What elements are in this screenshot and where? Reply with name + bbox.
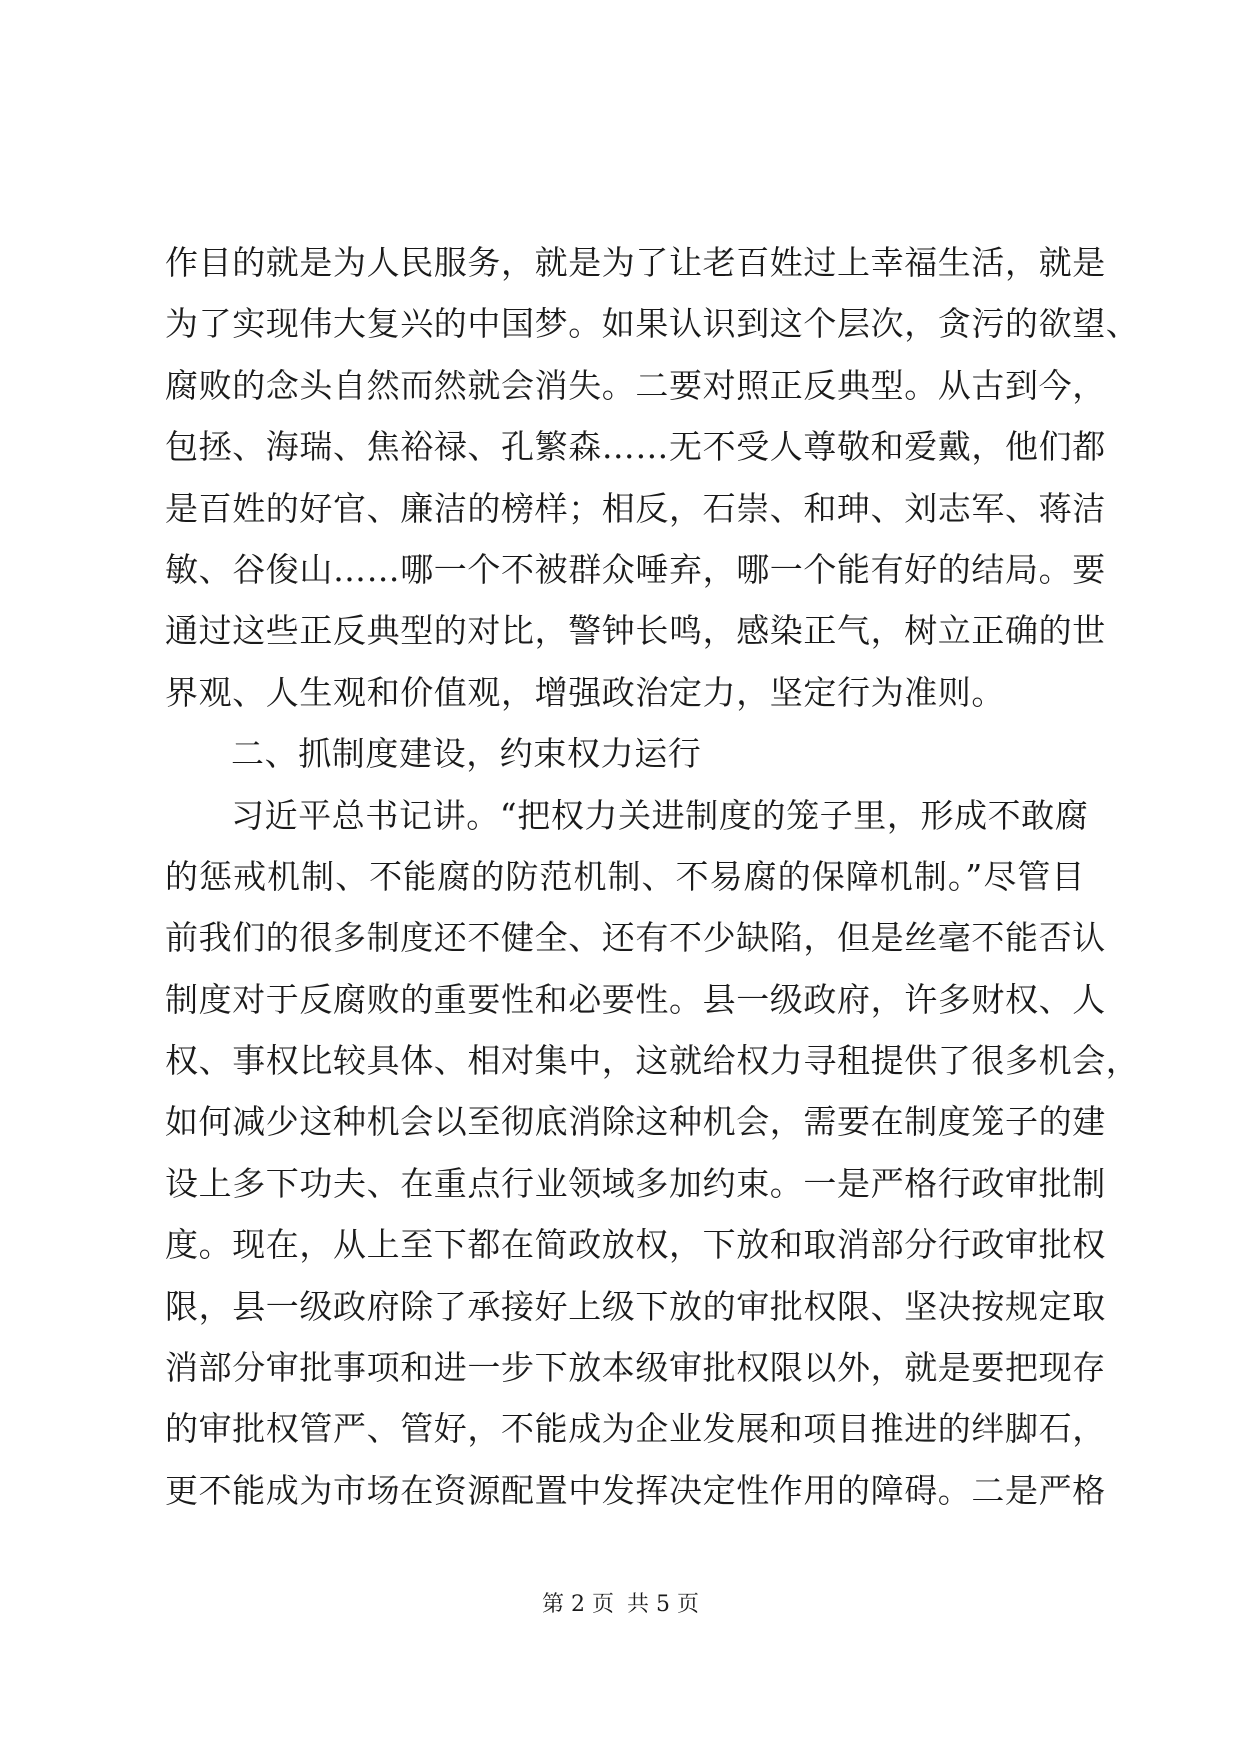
text-line: 度。现在，从上至下都在简政放权，下放和取消部分行政审批权 [165, 1225, 1106, 1265]
text-line: 制度对于反腐败的重要性和必要性。县一级政府，许多财权、人 [165, 979, 1106, 1019]
text-line: 包拯、海瑞、焦裕禄、孔繁森……无不受人尊敬和爱戴，他们都 [165, 427, 1106, 467]
page-number: 第 2 页 [542, 1592, 614, 1617]
page-total: 共 5 页 [627, 1592, 699, 1617]
text-line: 腐败的念头自然而然就会消失。二要对照正反典型。从古到今， [165, 365, 1106, 405]
text-line: 敏、谷俊山……哪一个不被群众唾弃，哪一个能有好的结局。要 [165, 549, 1106, 589]
text-line: 是百姓的好官、廉洁的榜样；相反，石崇、和珅、刘志军、蒋洁 [165, 488, 1106, 528]
text-line: 界观、人生观和价值观，增强政治定力，坚定行为准则。 [165, 672, 1005, 712]
text-line: 设上多下功夫、在重点行业领域多加约束。一是严格行政审批制 [165, 1163, 1106, 1203]
section-heading: 二、抓制度建设，约束权力运行 [231, 734, 702, 774]
text-line: 习近平总书记讲。“把权力关进制度的笼子里，形成不敢腐 [231, 795, 1089, 835]
text-line: 为了实现伟大复兴的中国梦。如果认识到这个层次，贪污的欲望、 [165, 304, 1140, 344]
text-line: 更不能成为市场在资源配置中发挥决定性作用的障碍。二是严格 [165, 1470, 1106, 1510]
page-footer [0, 1590, 1241, 1620]
text-line: 通过这些正反典型的对比，警钟长鸣，感染正气，树立正确的世 [165, 611, 1106, 651]
text-line: 如何减少这种机会以至彻底消除这种机会，需要在制度笼子的建 [165, 1102, 1106, 1142]
text-line: 作目的就是为人民服务，就是为了让老百姓过上幸福生活，就是 [165, 243, 1106, 282]
text-line: 的惩戒机制、不能腐的防范机制、不易腐的保障机制。”尽管目 [165, 856, 1085, 896]
text-line: 消部分审批事项和进一步下放本级审批权限以外，就是要把现存 [165, 1348, 1106, 1388]
text-line: 前我们的很多制度还不健全、还有不少缺陷，但是丝毫不能否认 [165, 918, 1106, 958]
document-body [165, 232, 1140, 1521]
text-line: 限，县一级政府除了承接好上级下放的审批权限、坚决按规定取 [165, 1286, 1106, 1326]
text-line: 权、事权比较具体、相对集中，这就给权力寻租提供了很多机会， [165, 1041, 1140, 1081]
text-line: 的审批权管严、管好，不能成为企业发展和项目推进的绊脚石， [165, 1409, 1106, 1449]
